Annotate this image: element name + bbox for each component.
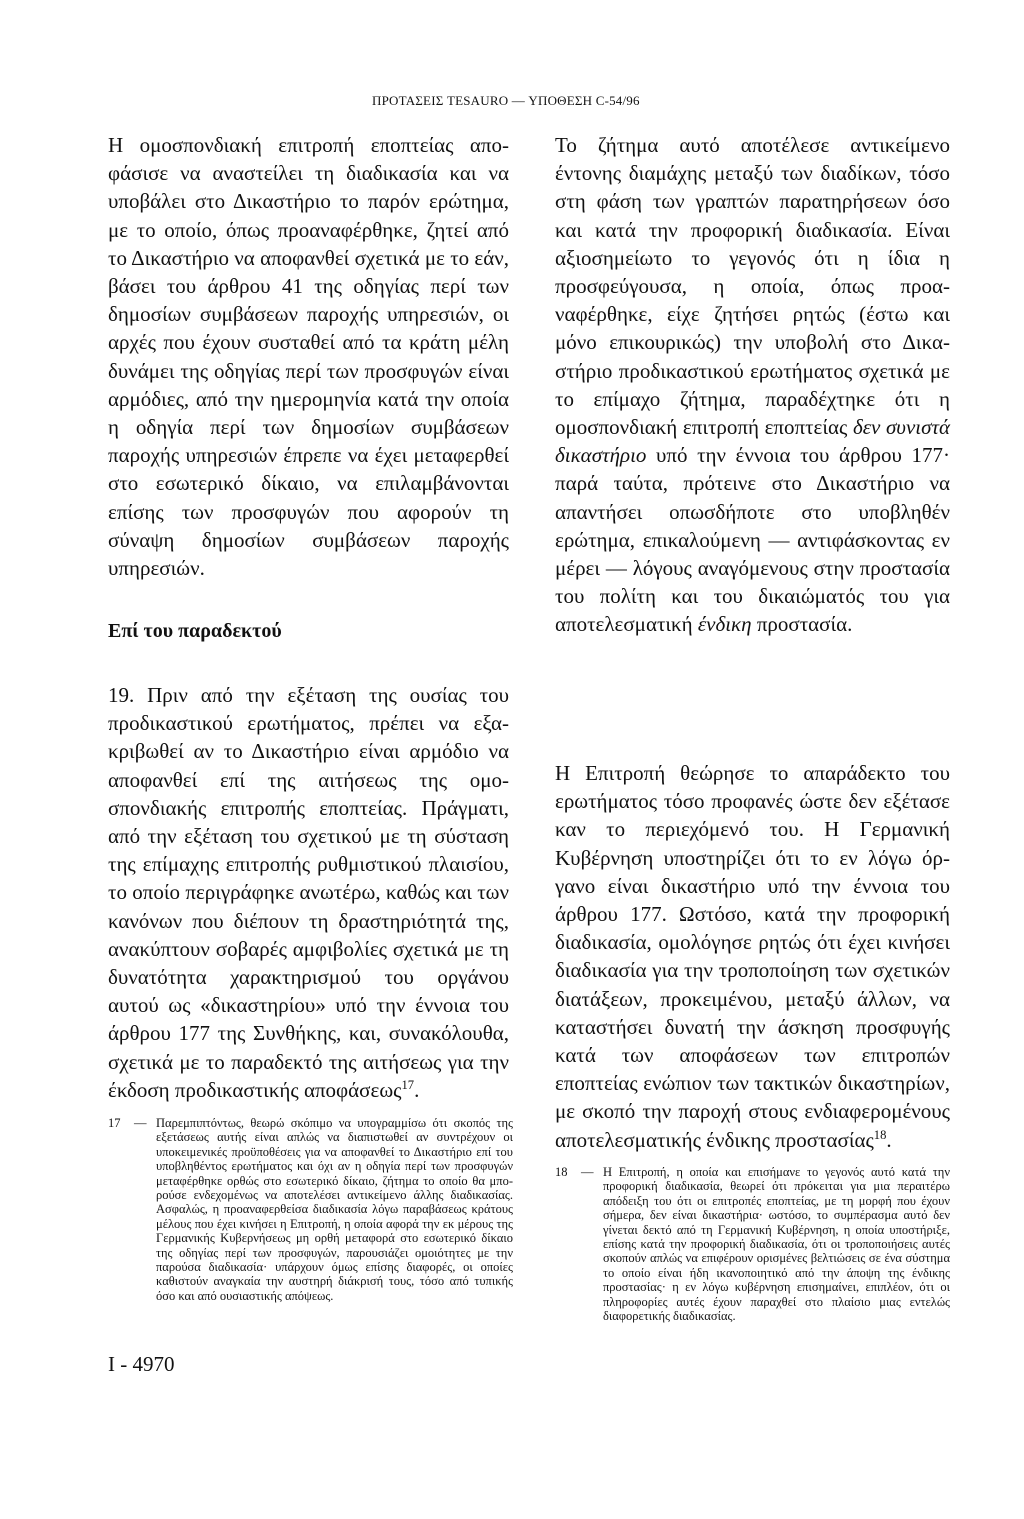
footnote-17-text: Παρεμπιπτόντως, θεωρώ σκόπιμο να υπογραμμίσω ότι σκοπός της εξετάσεως αυτής είναι απλώς να διαπιστωθεί αν συντρέχουν οι υποκειμενικές προϋποθέσεις για να αποφανθεί το Δικαστήριο επί του υποβληθέντος ερωτήματος και όχι αν η οδηγία περί των προσφυγών μεταφέρθηκε ορθώς στο εσωτερικό δίκαιο, ζήτημα το οποίο θα μπορούσε ενδεχομένως να αποτελέσει αντικείμενο άλλης διαδικασίας. Ασφαλώς, η προαναφερθείσα διαδικασία λόγω παραβάσεως κράτους μέλους που έχει κινήσει η Επιτροπή, η οποία αφορά την εκ μέρους της Γερμανικής Κυβερνήσεως μη ορθή μεταφορά στο εσωτερικό δίκαιο της οδηγίας περί των προσφυγών, παρουσιάζει ομοιότητες με την παρούσα διαδικασία· υπάρχουν όμως επίσης διαφορές, οι οποίες καθιστούν αναγκαία την αυστηρή διάκρισή τους, τόσο από τυπικής όσο και από ουσιαστικής απόψεως.	[156, 1116, 513, 1303]
footnote-18-text: Η Επιτροπή, η οποία και επισήμανε το γεγονός αυτό κατά την προφορική διαδικασία, θεωρεί ότι πρόκειται για μια περαιτέρω απόδειξη του ότι οι επιτροπές εποπτείας, με τη μορφή που έχουν σήμερα, δεν είναι δικαστήρια· ωστόσο, το συμπέρασμα αυτό δεν γίνεται δεκτό από τη Γερμανική Κυβέρνηση, η οποία υποστήριξε, επίσης κατά την προφορική διαδικασία, ότι οι τροποποιήσεις αυτές σκοπούν απλώς να επιφέρουν ορισμένες βελτιώσεις σε ένα σύστημα το οποίο είναι ήδη ικανοποιητικό από την άποψη της ένδικης προστασίας· η εν λόγω κυβέρνηση επισημαίνει, επιπλέον, ότι οι πληροφορίες αυτές έχουν παραχθεί στο πλαίσιο μιας εντελώς διαφορετικής διαδικασίας.	[603, 1165, 950, 1324]
right-p2-end: .	[886, 1127, 892, 1152]
running-header: ΠΡΟΤΑΣΕΙΣ TESAURO — ΥΠΟΘΕΣΗ C-54/96	[372, 93, 640, 108]
right-p2-text: Η Επιτροπή θεώρησε το απαράδεκτο του ερωτήματος τόσο προφανές ώστε δεν εξέτασε καν το περιεχόμενό του. Η Γερμανική Κυβέρνηση υποστηρίζει ότι το εν λόγω όργανο είναι δικαστήριο υπό την έννοια του άρθρου 177. Ωστόσο, κατά την προφορική διαδικασία, ομολόγησε ρητώς ότι έχει κινήσει διαδικασία για την τροποποίηση των σχετικών διατάξεων, προκειμένου, μεταξύ άλλων, να καταστήσει δυνατή την άσκηση προσφυγής κατά των αποφάσεων των επιτροπών εποπτείας ενώπιον των τακτικών δικαστηρίων, με σκοπό την παροχή στους ενδιαφερομένους αποτελεσματικής ένδικης προστασίας	[555, 761, 950, 1152]
footnote-ref-18: 18	[873, 1127, 887, 1142]
left-paragraph-1: Η ομοσπονδιακή επιτροπή εποπτείας αποφάσισε να αναστείλει τη διαδικασία και να υποβάλει στο Δικαστήριο το παρόν ερώτημα, με το οποίο, όπως προαναφέρθηκε, ζητεί από το Δικαστήριο να αποφανθεί σχετικά με το εάν, βάσει του άρθρου 41 της οδηγίας περί των δημοσίων συμβάσεων παροχής υπηρεσιών, οι αρχές που έχουν συσταθεί από τα κράτη μέλη δυνάμει της οδηγίας περί των προσφυγών είναι αρμόδιες, από την ημερομηνία κατά την οποία η οδηγία περί των δημοσίων συμβάσεων παροχής υπηρεσιών έπρεπε να έχει μεταφερθεί στο εσωτερικό δίκαιο, να επιλαμβάνονται επίσης των προσφυγών που αφορούν τη σύναψη δημοσίων συμβάσεων παροχής υπηρεσιών.	[108, 133, 509, 581]
right-p1-text-a: Το ζήτημα αυτό αποτέλεσε αντικείμενο έντονης διαμάχης μεταξύ των διαδίκων, τόσο στη φάση των γραπτών παρατηρήσεων όσο και κατά την προφορική διαδικασία. Είναι αξιοσημείωτο το γεγονός ότι η ίδια η προσφεύγουσα, η οποία, όπως προαναφέρθηκε, είχε ζητήσει ρητώς (έστω και μόνο επικουρικώς) την υποβολή στο Δικαστήριο προδικαστικού ερωτήματος σχετικά με το επίμαχο ζήτημα, παραδέχτηκε ότι η ομοσπονδιακή επιτροπή εποπτείας	[555, 133, 950, 440]
footnote-17-number: 17	[108, 1116, 121, 1130]
footnote-17-dash: —	[134, 1116, 147, 1130]
footnote-18-number: 18	[555, 1165, 568, 1179]
right-paragraph-1	[555, 131, 950, 639]
footnote-18-dash: —	[581, 1165, 594, 1179]
right-p1-text-c: προστασία.	[751, 612, 853, 637]
paragraph-19-text: 19. Πριν από την εξέταση της ουσίας του προδικαστικού ερωτήματος, πρέπει να εξακριβωθεί αν το Δικαστήριο είναι αρμόδιο να αποφανθεί επί της αιτήσεως της ομοσπονδιακής επιτροπής εποπτείας. Πράγματι, από την εξέταση του σχετικού με τη σύσταση της επίμαχης επιτροπής ρυθμιστικού πλαισίου, το οποίο περιγράφηκε ανωτέρω, καθώς και των κανόνων που διέπουν τη δραστηριότητά της, ανακύπτουν σοβαρές αμφιβολίες σχετικά με τη δυνατότητα χαρακτηρισμού του οργάνου αυτού ως «δικαστηρίου» υπό την έννοια του άρθρου 177 της Συνθήκης, και, συνακόλουθα, σχετικά με το παραδεκτό της αιτήσεως για την έκδοση προδικαστικής αποφάσεως	[108, 683, 509, 1102]
footnote-18	[555, 1165, 950, 1323]
paragraph-19-end: .	[414, 1077, 420, 1102]
right-p1-text-b: υπό την έννοια του άρθρου 177· παρά ταύτα, πρότεινε στο Δικαστήριο να απαντήσει οπωσδήποτε στο υποβληθέν ερώτημα, επικαλούμενη — αντιφάσκοντας εν μέρει — λόγους αναγόμενους στην προστασία του πολίτη και του δικαιώματός του για αποτελεσματική	[555, 443, 950, 637]
page-number: I - 4970	[108, 1352, 175, 1376]
left-paragraph-19	[108, 681, 509, 1104]
right-paragraph-2	[555, 759, 950, 1154]
footnote-17	[108, 1116, 513, 1303]
footnote-ref-17: 17	[401, 1077, 415, 1092]
right-p1-italic-b: ένδικη	[697, 612, 752, 637]
right-p1-italic-a: δεν συνιστά δικαστήριο	[555, 415, 950, 468]
section-heading: Επί του παραδεκτού	[108, 620, 282, 642]
